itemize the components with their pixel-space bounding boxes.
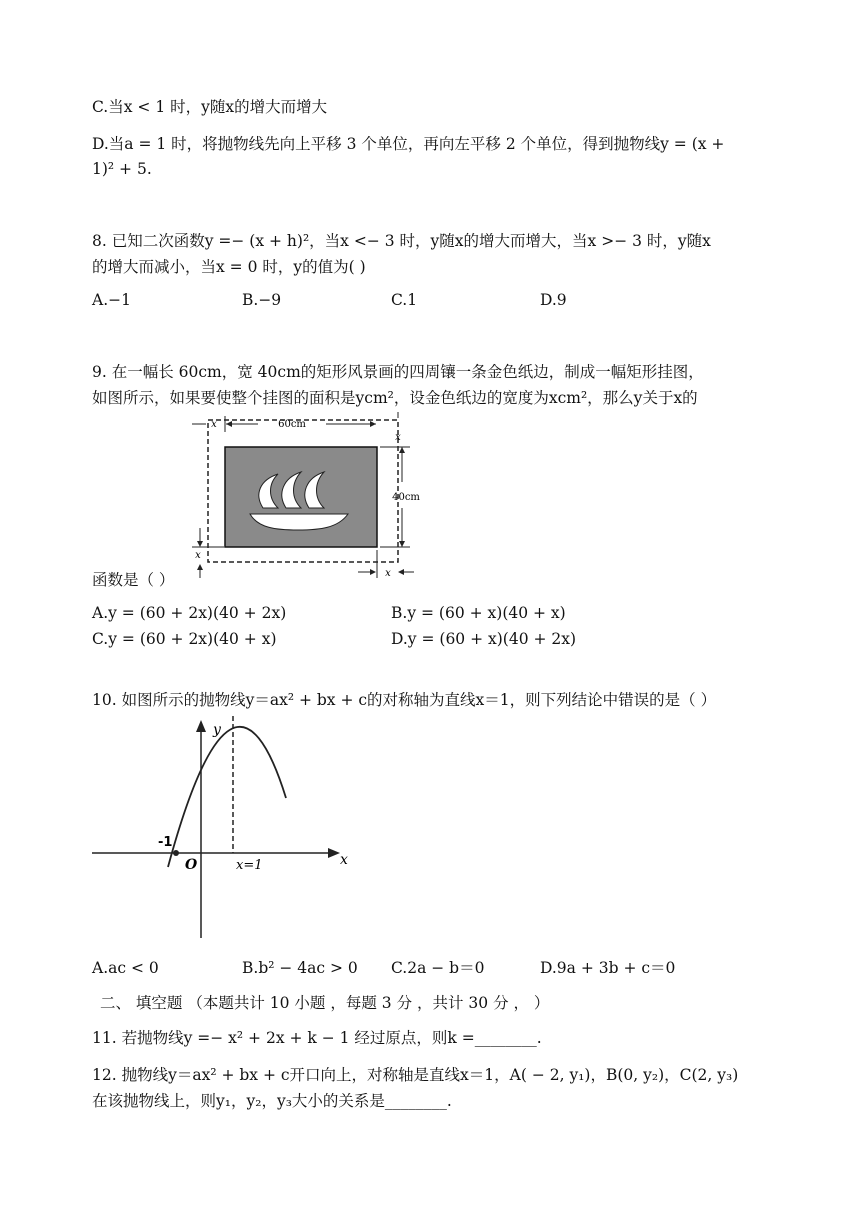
q7-option-d-line1: D.当a = 1 时，将抛物线先向上平移 3 个单位，再向左平移 2 个单位，得到抛物线y = (x + [92, 135, 725, 153]
q10-stem: 10. 如图所示的抛物线y＝ax² + bx + c的对称轴为直线x＝1，则下列结论中错误的是（ ） [92, 691, 717, 709]
q12-stem-line1: 12. 抛物线y＝ax² + bx + c开口向上，对称轴是直线x＝1，A( − 2, y₁)，B(0, y₂)，C(2, y₃) [92, 1066, 739, 1084]
label-x-top-left: x [211, 419, 217, 430]
q9-option-c: C.y = (60 + 2x)(40 + x) [92, 630, 277, 648]
section-heading-fill-blank: 二、 填空题 （本题共计 10 小题 ，每题 3 分 ，共计 30 分 ， ） [100, 994, 550, 1012]
q10-parabola-figure [90, 712, 360, 944]
label-60cm: 60cm [278, 419, 306, 430]
q8-option-a: A.−1 [92, 291, 131, 309]
q9-stem-line1: 9. 在一幅长 60cm，宽 40cm的矩形风景画的四周镶一条金色纸边，制成一幅矩形挂图， [92, 363, 704, 381]
q9-stem-line2: 如图所示，如果要使整个挂图的面积是ycm²，设金色纸边的宽度为xcm²，那么y关于x的 [92, 389, 698, 407]
q11-stem: 11. 若抛物线y =− x² + 2x + k − 1 经过原点，则k =________. [92, 1029, 542, 1047]
q8-stem-line2: 的增大而减小，当x = 0 时，y的值为( ) [92, 258, 366, 276]
q8-stem-line1: 8. 已知二次函数y =− (x + h)²，当x <− 3 时，y随x的增大而增大，当x >− 3 时，y随x [92, 232, 711, 250]
q9-option-b: B.y = (60 + x)(40 + x) [391, 604, 566, 622]
q10-option-c: C.2a − b＝0 [391, 959, 485, 977]
label-origin: O [185, 857, 198, 873]
label-x-bottom-right: x [385, 568, 391, 579]
q10-option-d: D.9a + 3b + c＝0 [540, 959, 676, 977]
label-x-top-right: x [395, 432, 401, 443]
q8-option-b: B.−9 [242, 291, 282, 309]
painting-rect [225, 447, 377, 547]
label-x: x [340, 852, 348, 868]
q7-option-c: C.当x < 1 时，y随x的增大而增大 [92, 98, 328, 116]
q10-option-b: B.b² − 4ac > 0 [242, 959, 358, 977]
label-40cm: 40cm [392, 492, 420, 503]
q12-stem-line2: 在该抛物线上，则y₁，y₂，y₃大小的关系是________. [92, 1092, 452, 1110]
q9-option-d: D.y = (60 + x)(40 + 2x) [391, 630, 577, 648]
q10-option-a: A.ac < 0 [92, 959, 159, 977]
label-x-bottom-left: x [195, 550, 201, 561]
root-point [173, 850, 179, 856]
q9-frame-figure [188, 410, 428, 580]
q7-option-d-line2: 1)² + 5. [92, 160, 152, 178]
parabola-curve [168, 727, 286, 867]
q8-option-c: C.1 [391, 291, 418, 309]
q9-stem-line3: 函数是（ ） [92, 571, 175, 589]
q9-option-a: A.y = (60 + 2x)(40 + 2x) [92, 604, 287, 622]
label-y: y [213, 722, 221, 738]
label-x-equals-1: x=1 [236, 858, 263, 873]
q8-option-d: D.9 [540, 291, 567, 309]
label-neg1: -1 [158, 835, 173, 850]
